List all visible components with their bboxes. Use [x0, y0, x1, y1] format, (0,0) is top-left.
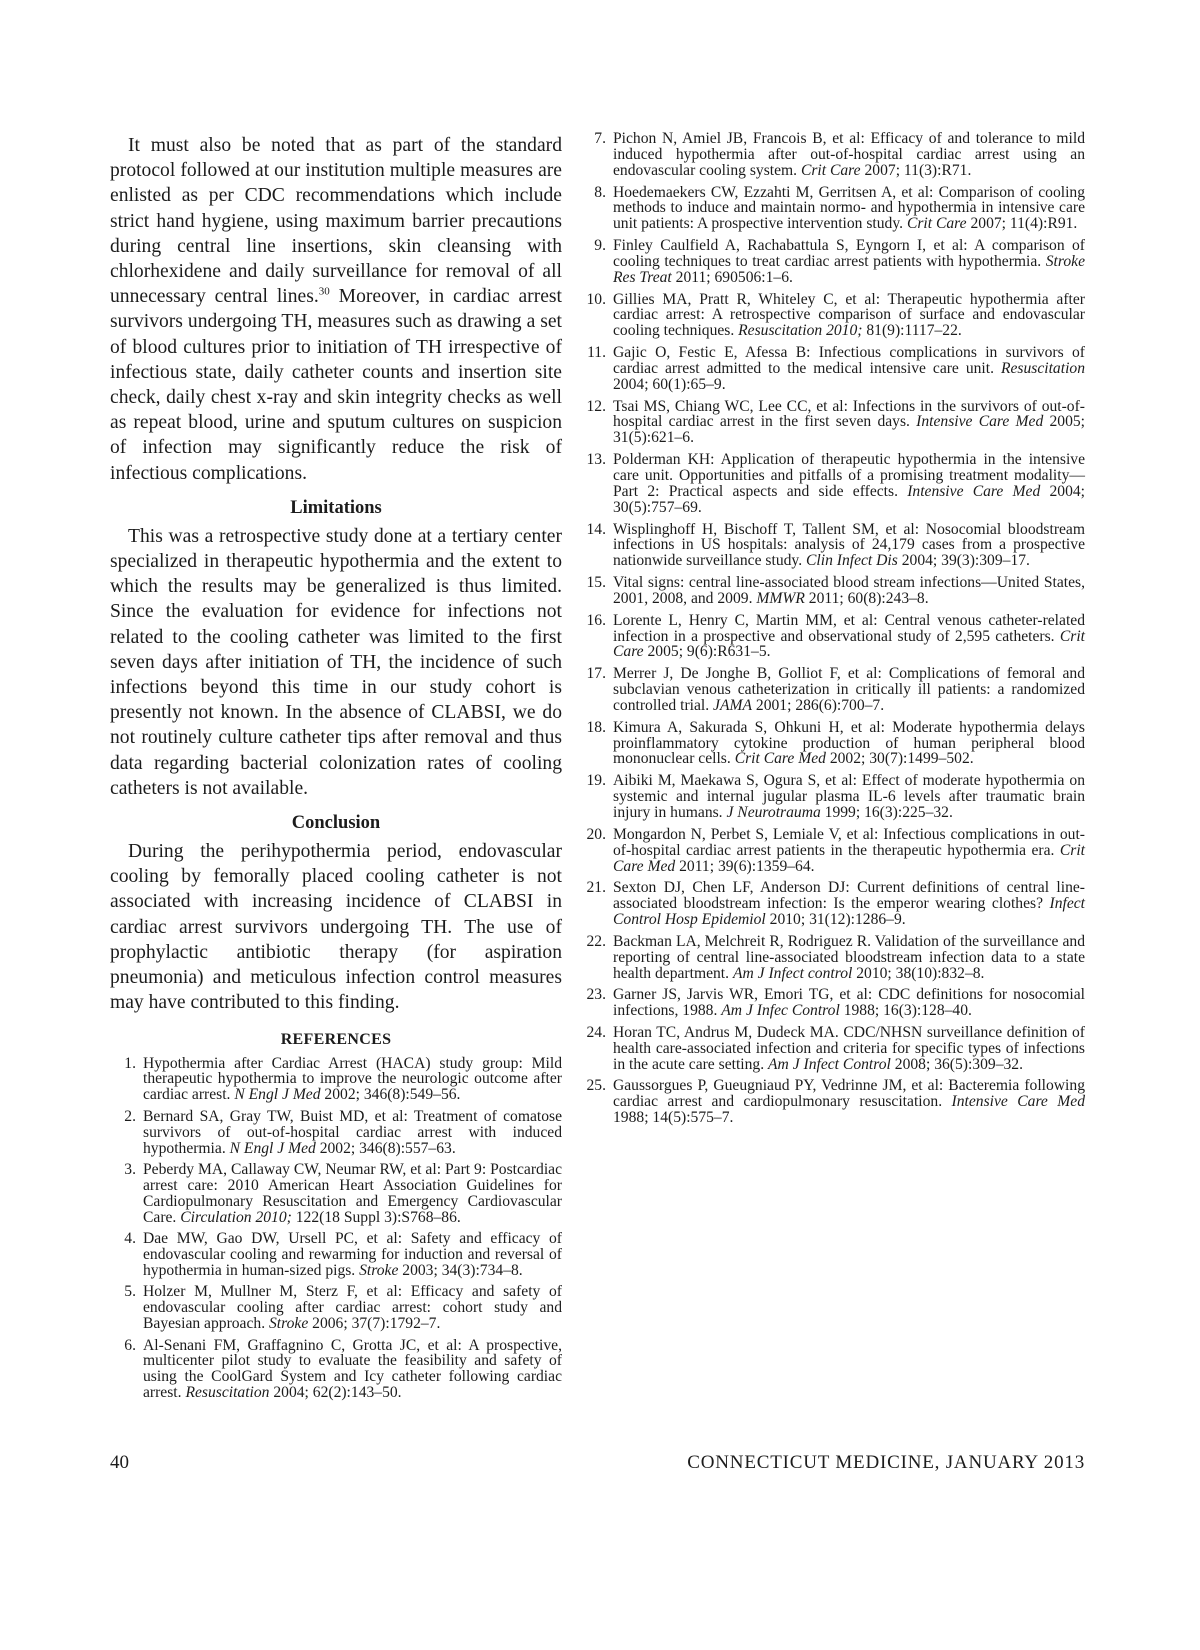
reference-journal: N Engl J Med	[234, 1086, 321, 1104]
reference-text: Dae MW, Gao DW, Ursell PC, et al: Safety and efficacy of endovascular cooling and rewarming for induction and reversal of hypothermia in human-sized pigs.	[143, 1230, 562, 1279]
reference-item	[110, 1284, 562, 1332]
right-column	[580, 131, 1085, 1132]
body-paragraph-infection-control: It must also be noted that as part of the standard protocol followed at our institution multiple measures are enlisted as per CDC recommendations which include strict hand hygiene, using maximum barrier precautions during central line insertions, skin cleansing with chlorhexidene and daily surveillance for removal of all unnecessary central lines.$^{30}$ Moreover, in cardiac arrest survivors undergoing TH, measures such as drawing a set of blood cultures prior to initiation of TH irrespective of infectious state, daily catheter counts and insertion site check, daily chest x-ray and skin integrity checks as well as repeat blood, urine and sputum cultures on suspicion of infection may significantly reduce the risk of infectious complications.	[110, 135, 562, 484]
reference-item	[580, 238, 1085, 286]
reference-item	[580, 987, 1085, 1019]
reference-citation: 2010; 38(10):832–8.	[852, 964, 985, 982]
reference-text: Polderman KH: Application of therapeutic hypothermia in the intensive care unit. Opportunities and pitfalls of a promising treatment modality—Part 2: Practical aspects and side effects.	[613, 451, 1085, 500]
reference-citation: 2001; 286(6):700–7.	[752, 696, 885, 714]
reference-item	[580, 934, 1085, 982]
reference-item	[580, 720, 1085, 768]
reference-item	[580, 131, 1085, 179]
limitations-paragraph: This was a retrospective study done at a tertiary center specialized in therapeutic hypothermia and the extent to which the results may be generalized is thus limited. Since the evaluation for evidence for infections not related to the cooling catheter was limited to the first seven days after initiation of TH, the incidence of such infections beyond this time in our study cohort is presently not known. In the absence of CLABSI, we do not routinely culture catheter tips after removal and thus data regarding bacterial colonization rates of cooling catheters is not available.	[110, 525, 562, 799]
reference-text: Gajic O, Festic E, Afessa B: Infectious complications in survivors of cardiac arrest admitted to the medical intensive care unit.	[613, 344, 1085, 377]
reference-item	[110, 1162, 562, 1226]
reference-item	[110, 1231, 562, 1279]
reference-number: 5.	[124, 1283, 136, 1301]
reference-journal: Crit Care	[906, 215, 967, 233]
reference-journal: Resuscitation	[185, 1384, 270, 1402]
reference-citation: 2008; 36(5):309–32.	[890, 1055, 1023, 1073]
references-heading: REFERENCES	[280, 1030, 392, 1048]
reference-journal: Intensive Care Med	[951, 1093, 1085, 1111]
reference-citation: 2007; 11(4):R91.	[966, 215, 1078, 233]
reference-text: Garner JS, Jarvis WR, Emori TG, et al: CDC definitions for nosocomial infections, 1988.	[613, 986, 1085, 1020]
reference-number: 25.	[586, 1077, 606, 1095]
reference-item	[580, 522, 1085, 570]
reference-text: Al-Senani FM, Graffagnino C, Grotta JC, et al: A prospective, multicenter pilot study to evaluate the feasibility and safety of using the CoolGard System and Icy catheter following cardiac arrest.	[143, 1336, 562, 1402]
conclusion-heading: Conclusion	[291, 813, 381, 834]
limitations-heading: Limitations	[290, 497, 382, 518]
reference-item	[110, 1109, 562, 1157]
reference-text: Bernard SA, Gray TW, Buist MD, et al: Treatment of comatose survivors of out-of-hospital cardiac arrest with induced hypothermia.	[143, 1107, 562, 1157]
reference-citation: 2011; 690506:1–6.	[671, 268, 793, 286]
reference-number: 12.	[586, 397, 606, 415]
reference-text: Sexton DJ, Chen LF, Anderson DJ: Current definitions of central line-associated bloodstream infection: Is the emperor wearing clothes?	[613, 879, 1085, 913]
reference-item	[580, 345, 1085, 393]
reference-citation: 2004; 30(5):757–69.	[613, 482, 1086, 516]
reference-number: 22.	[586, 932, 606, 950]
reference-journal: N Engl J Med	[229, 1139, 316, 1157]
reference-number: 7.	[594, 130, 606, 147]
reference-journal: Resuscitation 2010;	[738, 322, 863, 340]
reference-journal: Am J Infect Control	[768, 1055, 891, 1073]
reference-text: Hoedemaekers CW, Ezzahti M, Gerritsen A, et al: Comparison of cooling methods to induce and maintain normo- and hypothermia in intensive care unit patients: A prospective intervention study.	[613, 183, 1085, 233]
reference-journal: Crit Care Med	[734, 750, 826, 768]
reference-item	[580, 1025, 1085, 1073]
reference-journal: Am J Infec Control	[721, 1002, 840, 1020]
reference-number: 6.	[124, 1336, 136, 1354]
reference-text: Gillies MA, Pratt R, Whiteley C, et al: Therapeutic hypothermia after cardiac arrest: A retrospective comparison of surface and endovascular cooling techniques.	[613, 290, 1085, 340]
reference-text: Vital signs: central line-associated blood stream infections—United States, 2001, 2008, and 2009.	[613, 574, 1085, 607]
reference-item	[580, 399, 1085, 447]
reference-journal: Crit Care	[613, 627, 1085, 661]
reference-number: 16.	[586, 611, 606, 629]
reference-citation: 2002; 346(8):549–56.	[320, 1086, 461, 1104]
reference-text: Finley Caulfield A, Rachabattula S, Eyngorn I, et al: A comparison of cooling techniques to treat cardiac arrest patients with hypothermia.	[613, 237, 1085, 270]
reference-number: 2.	[124, 1107, 136, 1125]
reference-text: Pichon N, Amiel JB, Francois B, et al: Efficacy of and tolerance to mild induced hypothermia after out-of-hospital cardiac arrest using an endovascular cooling system.	[613, 130, 1085, 179]
reference-number: 1.	[124, 1054, 136, 1072]
reference-citation: 2003; 34(3):734–8.	[398, 1261, 523, 1279]
reference-number: 13.	[586, 451, 606, 469]
reference-item	[580, 666, 1085, 714]
reference-text: Lorente L, Henry C, Martin MM, et al: Central venous catheter-related infection in a prospective and observational study of 2,595 catheters.	[613, 611, 1085, 645]
reference-journal: MMWR	[756, 589, 805, 607]
reference-journal: Stroke	[359, 1261, 399, 1279]
reference-number: 17.	[586, 665, 606, 683]
reference-text: Mongardon N, Perbet S, Lemiale V, et al: Infectious complications in out-of-hospital cardiac arrest patients in the therapeutic hypothermia era.	[613, 825, 1085, 859]
reference-item	[580, 613, 1085, 661]
reference-citation: 2010; 31(12):1286–9.	[765, 911, 906, 929]
reference-journal: Intensive Care Med	[916, 413, 1044, 431]
reference-list-left	[110, 1056, 562, 1402]
reference-number: 8.	[594, 183, 606, 201]
reference-list-right	[580, 131, 1085, 1126]
reference-number: 14.	[586, 520, 606, 538]
reference-text: Aibiki M, Maekawa S, Ogura S, et al: Effect of moderate hypothermia on systemic and internal jugular plasma IL-6 levels after traumatic brain injury in humans.	[613, 772, 1085, 821]
reference-item	[580, 575, 1085, 607]
reference-citation: 2002; 346(8):557–63.	[315, 1139, 456, 1157]
reference-text: Horan TC, Andrus M, Dudeck MA. CDC/NHSN surveillance definition of health care-associated infection and criteria for specific types of infections in the acute care setting.	[613, 1023, 1085, 1073]
reference-number: 4.	[124, 1230, 136, 1248]
reference-text: Holzer M, Mullner M, Sterz F, et al: Efficacy and safety of endovascular cooling after cardiac arrest: cohort study and Bayesian approach.	[143, 1283, 562, 1333]
reference-citation: 2007; 11(3):R71.	[860, 161, 972, 179]
reference-citation: 2011; 60(8):243–8.	[804, 589, 929, 607]
reference-citation: 2004; 39(3):309–17.	[897, 552, 1030, 570]
reference-number: 3.	[124, 1160, 136, 1178]
reference-journal: Stroke Res Treat	[613, 252, 1085, 286]
reference-number: 15.	[586, 574, 606, 592]
page-number: 40	[110, 1452, 129, 1473]
reference-text: Gaussorgues P, Gueugniaud PY, Vedrinne JM, et al: Bacteremia following cardiac arrest and cardiopulmonary resuscitation.	[613, 1077, 1085, 1111]
reference-citation: 81(9):1117–22.	[862, 322, 962, 340]
reference-journal: Intensive Care Med	[907, 482, 1041, 500]
reference-journal: Infect Control Hosp Epidemiol	[613, 895, 1085, 929]
reference-number: 19.	[586, 772, 606, 790]
reference-citation: 1988; 16(3):128–40.	[839, 1002, 972, 1020]
reference-journal: J Neurotrauma	[726, 804, 821, 821]
reference-journal: Stroke	[269, 1315, 309, 1333]
reference-text: Merrer J, De Jonghe B, Golliot F, et al: Complications of femoral and subclavian venous catheterization in critically ill patients: a randomized controlled trial.	[613, 665, 1085, 714]
reference-journal: Resuscitation	[1000, 359, 1085, 377]
reference-citation: 2002; 30(7):1499–502.	[825, 750, 974, 768]
reference-text: Tsai MS, Chiang WC, Lee CC, et al: Infections in the survivors of out-of-hospital cardiac arrest in the first seven days.	[613, 397, 1085, 431]
reference-item	[580, 1078, 1085, 1126]
reference-text: Wisplinghoff H, Bischoff T, Tallent SM, et al: Nosocomial bloodstream infections in US hospitals: analysis of 24,179 cases from a prospective nationwide surveillance study.	[613, 520, 1085, 570]
reference-journal: Am J Infect control	[732, 964, 853, 982]
left-column	[110, 133, 562, 1407]
reference-citation: 2005; 31(5):621–6.	[613, 413, 1086, 447]
reference-text: Kimura A, Sakurada S, Ohkuni H, et al: Moderate hypothermia delays proinflammatory cytokine production of human peripheral blood mononuclear cells.	[613, 718, 1085, 768]
reference-citation: 122(18 Suppl 3):S768–86.	[291, 1208, 461, 1226]
reference-citation: 2006; 37(7):1792–7.	[308, 1315, 441, 1333]
reference-item	[580, 880, 1085, 928]
reference-journal: Crit Care	[800, 161, 861, 179]
reference-citation: 2011; 39(6):1359–64.	[675, 857, 815, 875]
reference-text: Peberdy MA, Callaway CW, Neumar RW, et al: Part 9: Postcardiac arrest care: 2010 American Heart Association Guidelines for Cardiopulmonary Resuscitation and Emergency Cardiovascular Care.	[143, 1160, 562, 1226]
reference-number: 23.	[586, 986, 606, 1004]
reference-item	[110, 1056, 562, 1104]
reference-journal: JAMA	[713, 696, 752, 714]
reference-number: 10.	[586, 290, 606, 308]
reference-item	[580, 827, 1085, 875]
conclusion-paragraph: During the perihypothermia period, endovascular cooling by femorally placed cooling catheter is not associated with increasing incidence of CLABSI in cardiac arrest survivors undergoing TH. The use of prophylactic antibiotic therapy (for aspiration pneumonia) and meticulous infection control measures may have contributed to this finding.	[110, 841, 562, 1014]
reference-item	[580, 185, 1085, 233]
reference-citation: 1988; 14(5):575–7.	[613, 1109, 734, 1127]
reference-item	[110, 1338, 562, 1402]
reference-item	[580, 292, 1085, 340]
reference-item	[580, 773, 1085, 821]
reference-item	[580, 452, 1085, 516]
reference-text: Backman LA, Melchreit R, Rodriguez R. Validation of the surveillance and reporting of central line-associated bloodstream infection data to a state health department.	[613, 932, 1085, 982]
reference-text: Hypothermia after Cardiac Arrest (HACA) study group: Mild therapeutic hypothermia to improve the neurologic outcome after cardiac arrest.	[143, 1054, 562, 1104]
reference-number: 11.	[587, 344, 606, 362]
citation-superscript: 30	[318, 285, 330, 298]
reference-number: 20.	[586, 825, 606, 843]
reference-journal: Circulation 2010;	[180, 1208, 292, 1226]
reference-citation: 1999; 16(3):225–32.	[820, 804, 953, 821]
reference-number: 21.	[586, 879, 606, 897]
reference-number: 18.	[586, 718, 606, 736]
reference-number: 24.	[586, 1023, 606, 1041]
journal-issue-footer: CONNECTICUT MEDICINE, JANUARY 2013	[687, 1452, 1085, 1473]
reference-journal: Clin Infect Dis	[806, 552, 898, 570]
reference-citation: 2004; 60(1):65–9.	[613, 375, 726, 393]
reference-citation: 2005; 9(6):R631–5.	[643, 643, 771, 661]
reference-number: 9.	[594, 237, 606, 255]
reference-citation: 2004; 62(2):143–50.	[269, 1384, 402, 1402]
reference-journal: Crit Care Med	[613, 841, 1085, 875]
